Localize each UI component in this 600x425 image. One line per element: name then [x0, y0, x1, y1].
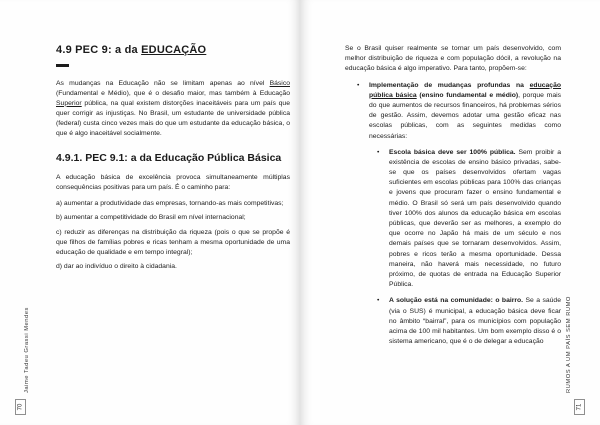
- sub-bullet-lead-bold: A solução está na comunidade: o bairro.: [389, 297, 524, 305]
- bullet-lead-bold: Implementação de mudanças profundas na: [369, 81, 530, 89]
- intro-paragraph-right: Se o Brasil quiser realmente se tornar um país desenvolvido, com melhor distribuição de riqueza e com população dócil, a revolução na educação básica é algo imperativo. Para tanto, propõem-se:: [345, 45, 561, 73]
- sub-bullet-body-text: Se a saúde (via o SUS) é municipal, a educação básica deve ficar no âmbito “bairral”, para os municípios com população acima de 100 mil habitantes. Um bom exemplo disso é o sistema americano, que é o de delegar a educação: [389, 297, 561, 346]
- author-margin-text: Jaime Tadeu Grassi Mendes: [24, 307, 30, 393]
- intro-paragraph: [56, 79, 290, 140]
- sub-bullet-text: [389, 296, 561, 347]
- intro-underlined-superior: Superior: [56, 99, 82, 107]
- right-page: [300, 0, 600, 425]
- bullet-icon: •: [357, 81, 360, 89]
- book-title-margin-text: RUMOS A UM PAÍS SEM RUMO: [566, 296, 572, 393]
- bullet-item-implementacao: [345, 81, 561, 142]
- sub-bullet-comunidade: [345, 296, 561, 347]
- sub-bullet-text: [389, 148, 561, 291]
- sub-bullet-escola-publica: [345, 148, 561, 291]
- lead-paragraph: A educação básica de excelência provoca simultaneamente múltiplas consequências positivas para um país. É o caminho para:: [56, 173, 290, 191]
- list-item-c: c) reduzir as diferenças na distribuição da riqueza (pois o que se propõe é que filhos de famílias pobres e ricas tenham a mesma oportunidade de uma educação de qualidade e em tempo integral);: [56, 228, 290, 256]
- right-page-number-value: 71: [576, 403, 583, 411]
- list-item-d: d) dar ao indivíduo o direito à cidadania.: [56, 263, 177, 271]
- bullet-parenthetical: (ensino fundamental e médio): [416, 91, 519, 99]
- list-item-b: b) aumentar a competitividade do Brasil em nível internacional;: [56, 214, 246, 222]
- bullet-body-text: , porque mais do que aumentos de recursos financeiros, há problemas sérios de gestão. Assim, devemos adotar uma gestão eficaz nas escolas públicas, com as seguintes medidas como necessárias:: [369, 91, 562, 140]
- heading-rule: [56, 64, 69, 67]
- intro-underlined-basico: Básico: [269, 79, 290, 87]
- subsection-heading: 4.9.1. PEC 9.1: a da Educação Pública Básica: [56, 151, 282, 164]
- left-page-number: [15, 399, 26, 415]
- bullet-icon: •: [377, 148, 380, 156]
- section-heading-text: 4.9 PEC 9: a da: [56, 44, 142, 56]
- section-heading-underlined-word: EDUCAÇÃO: [141, 44, 207, 56]
- intro-text-3: pública, na qual existem distorções inaceitáveis para um país que quer corrigir as injustiças. No Brasil, um estudante de universidade pública (federal) custa cinco vezes mais do que um estudante da educação básica, o que é algo inaceitável socialmente.: [56, 99, 290, 138]
- left-page-number-value: 70: [17, 403, 24, 411]
- bullet-icon: •: [377, 297, 380, 305]
- list-item-a: a) aumentar a produtividade das empresas, tornando-as mais competitivas;: [56, 200, 284, 208]
- section-heading: [56, 44, 290, 56]
- right-page-number: [574, 399, 585, 415]
- left-page-content: [56, 44, 290, 276]
- intro-text-1: As mudanças na Educação não se limitam apenas ao nível: [56, 79, 270, 87]
- right-page-content: [345, 44, 561, 353]
- bullet-underlined-phrase: educação pública básica: [369, 81, 561, 99]
- bullet-text: [369, 81, 561, 142]
- sub-bullet-body-text: Sem proibir a existência de escolas de ensino básico privadas, sabe-se que os países desenvolvidos ofertam vagas suficientes em escolas públicas para 100% das crianças e jovens que procuram fazer o ensino fundamental e médio. O Brasil só será um país desenvolvido quando tiver 100% dos alunos da educação básica em escolas públicas, que deverão ser as melhores, a exemplo do que ocorre no Japão há mais de um século e nos demais países que se tornaram desenvolvidos. Assim, pobres e ricos terão a mesma oportunidade. Dessa maneira, não haverá mais necessidade, no futuro próximo, de quotas de entrada na Educação Superior Pública.: [389, 148, 562, 289]
- sub-bullet-lead-bold: Escola básica deve ser 100% pública.: [389, 148, 516, 156]
- intro-text-2: (Fundamental e Médio), que é o desafio maior, mas também à Educação: [56, 89, 290, 97]
